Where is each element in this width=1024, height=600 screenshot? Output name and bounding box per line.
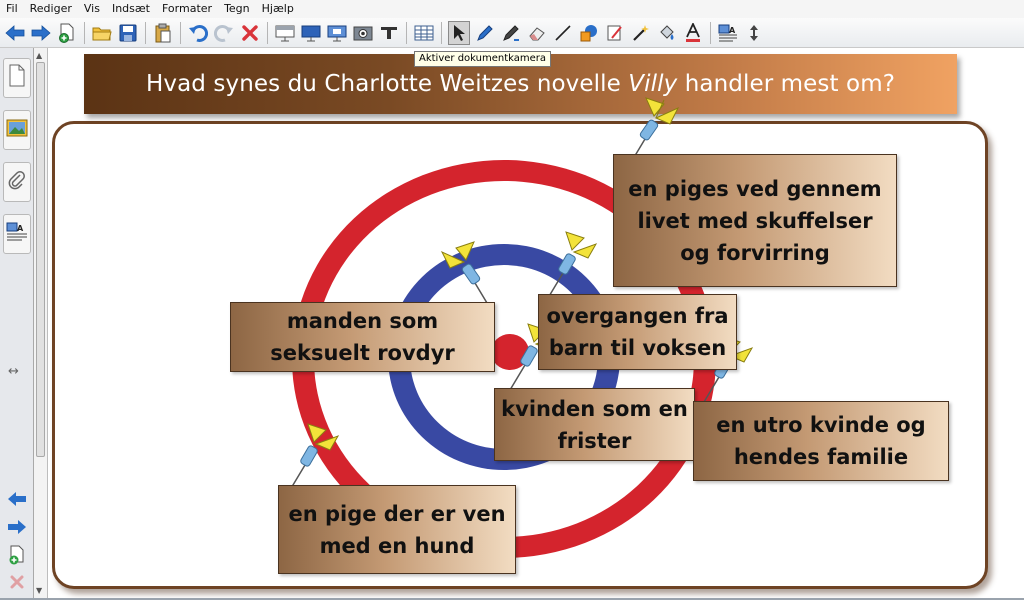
menu-draw[interactable]: Tegn [224,2,250,15]
dart-icon [428,238,498,310]
answer-label[interactable]: en utro kvinde og hendes familie [693,401,949,481]
svg-text:A: A [17,224,24,233]
delete-icon[interactable] [239,21,261,45]
attachments-tab[interactable] [3,162,31,202]
answer-label[interactable]: en pige der er ven med en hund [278,485,516,574]
vertical-scrollbar[interactable] [34,48,48,600]
toolbar-separator [267,22,268,44]
menu-insert[interactable]: Indsæt [111,2,150,15]
scrollbar-thumb[interactable] [36,62,45,457]
show-display-icon[interactable] [300,21,322,45]
menu-help[interactable]: Hjælp [261,2,294,15]
screen-shade-icon[interactable] [274,21,296,45]
menu-bar [0,0,1024,18]
menu-edit[interactable]: Rediger [29,2,72,15]
select-pointer-icon[interactable] [448,21,470,45]
tooltip: Aktiver dokumentkamera [414,51,551,67]
open-folder-icon[interactable] [91,21,113,45]
fill-bucket-icon[interactable] [656,21,678,45]
dart-icon [284,420,354,492]
save-icon[interactable] [117,21,139,45]
whiteboard-canvas[interactable] [48,48,1024,598]
resize-handle-icon[interactable]: ↔ [8,364,19,379]
properties-tab[interactable] [3,214,31,254]
screen-capture-icon[interactable] [326,21,348,45]
answer-label[interactable]: en piges ved gennem livet med skuffelser og forvirring [613,154,897,287]
gallery-tab[interactable] [3,110,31,150]
line-icon[interactable] [552,21,574,45]
toolbar-separator [145,22,146,44]
page-sorter-tab[interactable] [3,58,31,98]
eraser-icon[interactable] [526,21,548,45]
properties-icon[interactable] [717,21,739,45]
menu-file[interactable]: Fil [6,2,18,15]
title-italic-word: Villy [628,71,678,97]
scroll-down-icon[interactable]: ▼ [36,586,43,595]
toolbar-separator [710,22,711,44]
answer-label[interactable]: overgangen fra barn til voksen [538,294,737,370]
add-page-icon[interactable] [6,545,28,565]
text-icon[interactable] [682,21,704,45]
toolbar-separator [84,22,85,44]
creative-pen-icon[interactable] [500,21,522,45]
slide-title: Hvad synes du Charlotte Weitzes novelle Villy handler mest om? [145,71,896,97]
delete-page-icon[interactable] [6,572,28,592]
new-page-icon[interactable] [56,21,78,45]
svg-text:A: A [729,25,736,35]
redo-icon[interactable] [213,21,235,45]
scroll-up-icon[interactable]: ▲ [36,51,43,60]
table-icon[interactable] [413,21,435,45]
undo-icon[interactable] [187,21,209,45]
answer-label[interactable]: manden som seksuelt rovdyr [230,302,495,372]
toolbar-separator [180,22,181,44]
attachments-icon [8,169,26,195]
magic-pen-icon[interactable] [630,21,652,45]
next-page-icon[interactable] [6,517,28,537]
shape-icon[interactable] [578,21,600,45]
page-sorter-icon [7,64,27,92]
answer-label[interactable]: kvinden som en frister [494,388,695,461]
menu-view[interactable]: Vis [83,2,100,15]
toolbar [0,18,1024,48]
previous-page-icon[interactable] [6,489,28,509]
move-toolbar-icon[interactable] [743,21,765,45]
side-panel [0,48,34,600]
back-arrow-icon[interactable] [4,21,26,45]
pen-icon[interactable] [474,21,496,45]
capture-icon[interactable] [378,21,400,45]
paste-icon[interactable] [152,21,174,45]
gallery-icon [6,118,28,142]
properties-icon [6,222,28,246]
dart-icon [542,228,612,300]
fill-icon[interactable] [604,21,626,45]
menu-format[interactable]: Formater [162,2,213,15]
forward-arrow-icon[interactable] [30,21,52,45]
toolbar-separator [406,22,407,44]
document-camera-icon[interactable] [352,21,374,45]
toolbar-separator [441,22,442,44]
